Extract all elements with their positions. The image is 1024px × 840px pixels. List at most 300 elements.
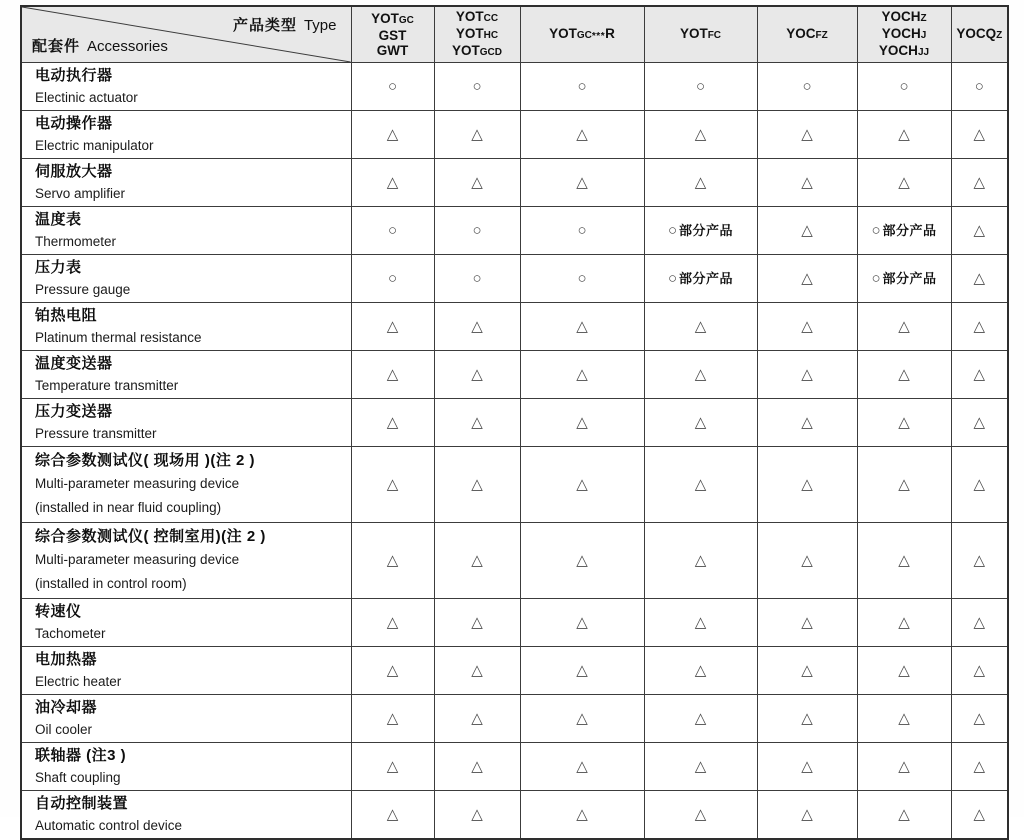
triangle-icon: △	[694, 661, 707, 679]
model-code-line	[436, 26, 519, 43]
accessory-row	[21, 159, 1008, 207]
triangle-icon: △	[386, 317, 399, 335]
table-header	[21, 6, 1008, 63]
compatibility-cell	[520, 399, 644, 447]
compatibility-cell	[644, 791, 757, 840]
triangle-mark	[695, 806, 707, 823]
triangle-mark	[973, 806, 985, 823]
circle-mark	[472, 222, 481, 239]
triangle-mark	[576, 126, 588, 143]
model-code-subscript: FZ	[815, 30, 828, 41]
circle-mark	[577, 78, 586, 95]
triangle-mark	[898, 662, 910, 679]
accessory-name-zh: 温度变送器	[35, 355, 113, 372]
triangle-icon: △	[576, 613, 588, 631]
triangle-icon: △	[694, 709, 707, 727]
circle-icon: ○	[974, 77, 984, 95]
accessory-name-zh: 温度表	[35, 211, 82, 228]
circle-icon: ○	[577, 77, 587, 95]
compatibility-cell	[520, 447, 644, 523]
triangle-icon: △	[801, 613, 813, 631]
compatibility-cell	[951, 399, 1008, 447]
compatibility-cell	[951, 111, 1008, 159]
triangle-mark	[801, 662, 813, 679]
model-code-text: YOCH	[878, 43, 918, 58]
compatibility-cell	[351, 447, 434, 523]
triangle-mark	[471, 126, 483, 143]
accessory-label-cell	[21, 791, 351, 840]
triangle-icon: △	[801, 365, 813, 383]
triangle-icon: △	[898, 475, 910, 493]
triangle-mark	[973, 126, 985, 143]
triangle-icon: △	[973, 173, 986, 191]
triangle-icon: △	[576, 475, 588, 493]
triangle-icon: △	[576, 661, 588, 679]
compatibility-cell	[434, 599, 520, 647]
compatibility-cell	[757, 447, 857, 523]
triangle-mark	[576, 552, 588, 569]
compatibility-cell	[351, 523, 434, 599]
compatibility-cell	[951, 647, 1008, 695]
compatibility-cell	[520, 63, 644, 111]
model-code-text: YOT	[455, 9, 484, 24]
triangle-icon: △	[386, 365, 399, 383]
triangle-icon: △	[898, 317, 910, 335]
triangle-icon: △	[801, 317, 813, 335]
model-code-subscript: HC	[483, 30, 499, 41]
compatibility-cell	[351, 791, 434, 840]
model-code-subscript: Z	[996, 30, 1003, 41]
accessory-name-zh: 电动操作器	[35, 115, 113, 132]
triangle-icon: △	[576, 317, 588, 335]
circle-icon: ○	[387, 221, 398, 239]
compatibility-cell	[857, 399, 951, 447]
compatibility-cell	[644, 159, 757, 207]
product-type-label-en: Type	[303, 17, 337, 34]
compatibility-cell	[757, 399, 857, 447]
triangle-mark	[387, 758, 399, 775]
triangle-mark	[801, 476, 813, 493]
accessory-name-zh: 电加热器	[35, 651, 98, 668]
compatibility-cell	[757, 743, 857, 791]
compatibility-cell	[351, 599, 434, 647]
triangle-mark	[973, 270, 985, 287]
circle-mark	[388, 270, 397, 287]
triangle-mark	[387, 366, 399, 383]
accessory-row	[21, 207, 1008, 255]
accessory-row	[21, 255, 1008, 303]
partial-products-label: 部分产品	[882, 222, 937, 238]
compatibility-cell	[951, 447, 1008, 523]
compatibility-cell	[351, 743, 434, 791]
compatibility-cell	[520, 351, 644, 399]
triangle-icon: △	[471, 173, 483, 191]
triangle-mark	[471, 174, 483, 191]
triangle-icon: △	[694, 125, 707, 143]
triangle-mark	[898, 414, 910, 431]
triangle-mark	[471, 806, 483, 823]
triangle-icon: △	[898, 757, 910, 775]
triangle-icon: △	[471, 413, 483, 431]
triangle-icon: △	[386, 709, 399, 727]
triangle-mark	[471, 414, 483, 431]
triangle-icon: △	[576, 551, 588, 569]
compatibility-cell	[644, 303, 757, 351]
compatibility-cell	[757, 255, 857, 303]
accessory-name-zh: 压力表	[35, 259, 82, 276]
product-column-header-yotcc-yothc-yotgcd	[434, 6, 520, 63]
triangle-mark	[576, 806, 588, 823]
compatibility-cell	[434, 743, 520, 791]
product-column-header-yotfc	[644, 6, 757, 63]
accessory-name-en: Tachometer	[35, 626, 106, 641]
corner-header-cell	[21, 6, 351, 63]
triangle-icon: △	[694, 757, 707, 775]
accessory-label-cell	[21, 447, 351, 523]
model-code-subscript: J	[920, 30, 927, 41]
triangle-icon: △	[576, 757, 588, 775]
compatibility-cell	[434, 523, 520, 599]
partial-products-label: 部分产品	[882, 270, 937, 286]
triangle-mark	[576, 476, 588, 493]
triangle-mark	[801, 366, 813, 383]
triangle-icon: △	[801, 551, 813, 569]
model-code-line	[522, 26, 643, 43]
model-code-line	[859, 43, 950, 60]
triangle-mark	[387, 662, 399, 679]
model-code-subscript: CC	[483, 13, 499, 24]
circle-mark	[472, 270, 481, 287]
compatibility-cell	[434, 351, 520, 399]
accessory-name-en: Thermometer	[35, 234, 117, 249]
compatibility-cell	[951, 63, 1008, 111]
model-code-text: GWT	[376, 43, 409, 58]
compatibility-cell	[951, 695, 1008, 743]
triangle-mark	[973, 222, 985, 239]
circle-mark	[577, 222, 586, 239]
accessory-name-en: Shaft coupling	[35, 770, 121, 785]
triangle-mark	[387, 126, 399, 143]
compatibility-cell	[520, 303, 644, 351]
accessory-label-cell	[21, 63, 351, 111]
triangle-mark	[471, 710, 483, 727]
compatibility-cell	[434, 111, 520, 159]
triangle-mark	[471, 366, 483, 383]
triangle-mark	[801, 710, 813, 727]
triangle-mark	[973, 318, 985, 335]
accessory-name-zh: 转速仪	[35, 603, 82, 620]
triangle-icon: △	[576, 125, 588, 143]
product-type-header	[233, 14, 337, 35]
accessories-compatibility-table	[20, 5, 1009, 840]
circle-icon: ○	[871, 269, 881, 287]
triangle-icon: △	[694, 413, 707, 431]
compatibility-cell	[351, 303, 434, 351]
compatibility-cell	[434, 63, 520, 111]
model-code-text: YOT	[679, 26, 708, 41]
compatibility-cell	[520, 791, 644, 840]
triangle-mark	[801, 552, 813, 569]
compatibility-cell	[520, 255, 644, 303]
triangle-mark	[973, 476, 985, 493]
accessory-row	[21, 599, 1008, 647]
accessory-row	[21, 303, 1008, 351]
triangle-icon: △	[973, 805, 986, 823]
accessory-label-cell	[21, 599, 351, 647]
compatibility-cell	[857, 111, 951, 159]
circle-icon: ○	[871, 221, 881, 239]
triangle-icon: △	[801, 475, 813, 493]
accessory-label-cell	[21, 159, 351, 207]
accessory-label-cell	[21, 303, 351, 351]
triangle-icon: △	[973, 317, 986, 335]
compatibility-cell	[857, 207, 951, 255]
model-code-text: YOT	[371, 11, 399, 26]
accessory-name-en: (installed in control room)	[35, 575, 187, 591]
triangle-icon: △	[576, 709, 588, 727]
product-column-header-yocfz	[757, 6, 857, 63]
compatibility-cell	[951, 351, 1008, 399]
compatibility-cell	[520, 207, 644, 255]
compatibility-cell	[351, 255, 434, 303]
triangle-icon: △	[694, 173, 707, 191]
model-code-text: YOC	[786, 26, 816, 41]
triangle-icon: △	[694, 475, 707, 493]
accessory-label-cell	[21, 695, 351, 743]
triangle-mark	[973, 174, 985, 191]
accessory-name-en: Pressure gauge	[35, 282, 131, 297]
compatibility-cell	[644, 447, 757, 523]
triangle-mark	[387, 174, 399, 191]
triangle-mark	[576, 414, 588, 431]
triangle-icon: △	[801, 661, 813, 679]
triangle-mark	[471, 552, 483, 569]
triangle-mark	[801, 806, 813, 823]
accessory-name-zh: 油冷却器	[35, 699, 98, 716]
compatibility-cell	[434, 647, 520, 695]
compatibility-cell	[757, 303, 857, 351]
compatibility-cell	[951, 743, 1008, 791]
compatibility-cell	[434, 791, 520, 840]
compatibility-cell	[857, 447, 951, 523]
circle-partial-mark	[871, 270, 936, 287]
accessory-name-zh: 综合参数测试仪( 现场用 )(注 2 )	[35, 451, 255, 469]
model-code-line	[436, 9, 519, 26]
triangle-icon: △	[973, 709, 986, 727]
compatibility-cell	[434, 399, 520, 447]
triangle-mark	[801, 222, 813, 239]
accessory-name-en: Temperature transmitter	[35, 378, 179, 393]
circle-mark	[472, 78, 481, 95]
model-code-line	[353, 11, 433, 28]
triangle-icon: △	[694, 805, 707, 823]
model-code-text: YOT	[452, 43, 480, 58]
triangle-icon: △	[973, 221, 986, 239]
triangle-icon: △	[471, 125, 483, 143]
triangle-icon: △	[576, 173, 588, 191]
triangle-icon: △	[386, 661, 399, 679]
triangle-icon: △	[471, 613, 483, 631]
triangle-mark	[387, 414, 399, 431]
model-code-text: YOT	[549, 26, 577, 41]
circle-partial-mark	[668, 222, 733, 239]
model-code-text: R	[605, 26, 615, 41]
circle-icon: ○	[387, 269, 398, 287]
compatibility-cell	[857, 647, 951, 695]
partial-products-label: 部分产品	[679, 270, 734, 286]
compatibility-cell	[644, 647, 757, 695]
triangle-mark	[695, 662, 707, 679]
triangle-icon: △	[576, 365, 588, 383]
compatibility-cell	[951, 303, 1008, 351]
compatibility-cell	[351, 63, 434, 111]
circle-mark	[899, 78, 908, 95]
circle-mark	[388, 222, 397, 239]
triangle-mark	[387, 710, 399, 727]
product-column-header-yochz-yochj-yochjj	[857, 6, 951, 63]
compatibility-cell	[857, 255, 951, 303]
triangle-mark	[973, 758, 985, 775]
circle-icon: ○	[667, 269, 678, 287]
model-code-line	[646, 26, 756, 43]
triangle-mark	[973, 662, 985, 679]
circle-mark	[696, 78, 705, 95]
accessory-label-cell	[21, 111, 351, 159]
triangle-mark	[695, 174, 707, 191]
triangle-mark	[387, 806, 399, 823]
triangle-icon: △	[973, 613, 986, 631]
accessory-label-cell	[21, 743, 351, 791]
product-column-header-yotgc-gst-gwt	[351, 6, 434, 63]
compatibility-cell	[644, 255, 757, 303]
triangle-mark	[576, 614, 588, 631]
triangle-icon: △	[973, 125, 986, 143]
accessory-name-en: Electric manipulator	[35, 138, 154, 153]
accessory-name-zh: 自动控制装置	[35, 795, 129, 812]
triangle-icon: △	[386, 173, 399, 191]
triangle-mark	[898, 476, 910, 493]
accessory-name-en: Electinic actuator	[35, 90, 138, 105]
triangle-icon: △	[471, 805, 483, 823]
compatibility-cell	[520, 599, 644, 647]
compatibility-cell	[434, 695, 520, 743]
compatibility-cell	[351, 159, 434, 207]
accessory-name-zh: 电动执行器	[35, 67, 113, 84]
triangle-mark	[898, 366, 910, 383]
accessory-row	[21, 647, 1008, 695]
triangle-mark	[801, 414, 813, 431]
accessory-row	[21, 63, 1008, 111]
triangle-mark	[973, 710, 985, 727]
compatibility-cell	[644, 599, 757, 647]
triangle-icon: △	[898, 551, 910, 569]
triangle-mark	[898, 126, 910, 143]
model-code-line	[953, 26, 1007, 43]
triangle-mark	[898, 806, 910, 823]
triangle-mark	[898, 552, 910, 569]
accessory-row	[21, 523, 1008, 599]
triangle-mark	[695, 758, 707, 775]
accessory-name-zh: 压力变送器	[35, 403, 113, 420]
triangle-mark	[695, 614, 707, 631]
triangle-mark	[898, 318, 910, 335]
circle-icon: ○	[667, 221, 678, 239]
compatibility-cell	[757, 695, 857, 743]
compatibility-cell	[644, 695, 757, 743]
triangle-icon: △	[471, 757, 483, 775]
triangle-mark	[471, 662, 483, 679]
compatibility-cell	[644, 523, 757, 599]
compatibility-cell	[757, 351, 857, 399]
compatibility-cell	[951, 791, 1008, 840]
triangle-icon: △	[694, 551, 707, 569]
accessory-row	[21, 111, 1008, 159]
model-code-subscript: GC	[398, 15, 414, 26]
model-code-subscript: Z	[920, 13, 927, 24]
accessory-name-zh: 联轴器 (注3 )	[35, 747, 127, 764]
triangle-mark	[898, 710, 910, 727]
model-code-subscript: GC	[576, 30, 592, 41]
accessory-row	[21, 399, 1008, 447]
triangle-icon: △	[973, 757, 986, 775]
accessory-name-en: Platinum thermal resistance	[35, 330, 202, 345]
accessory-label-cell	[21, 207, 351, 255]
triangle-icon: △	[386, 613, 399, 631]
model-code-subscript: FC	[707, 30, 722, 41]
accessory-name-en: (installed in near fluid coupling)	[35, 499, 222, 515]
triangle-mark	[695, 366, 707, 383]
compatibility-cell	[644, 399, 757, 447]
triangle-icon: △	[801, 709, 813, 727]
compatibility-cell	[644, 743, 757, 791]
compatibility-cell	[757, 207, 857, 255]
triangle-mark	[576, 758, 588, 775]
compatibility-cell	[757, 647, 857, 695]
accessory-label-cell	[21, 647, 351, 695]
triangle-mark	[973, 414, 985, 431]
triangle-icon: △	[973, 661, 986, 679]
circle-icon: ○	[472, 77, 482, 95]
triangle-mark	[695, 552, 707, 569]
triangle-mark	[387, 476, 399, 493]
triangle-icon: △	[694, 365, 707, 383]
triangle-mark	[576, 366, 588, 383]
model-code-text: YOCQ	[956, 26, 997, 41]
compatibility-cell	[351, 695, 434, 743]
triangle-icon: △	[471, 475, 483, 493]
compatibility-cell	[757, 791, 857, 840]
triangle-icon: △	[801, 757, 813, 775]
accessory-name-en: Automatic control device	[35, 818, 183, 833]
triangle-icon: △	[576, 805, 588, 823]
compatibility-cell	[520, 523, 644, 599]
circle-mark	[975, 78, 984, 95]
triangle-mark	[973, 552, 985, 569]
compatibility-cell	[351, 111, 434, 159]
accessory-row	[21, 743, 1008, 791]
compatibility-cell	[951, 523, 1008, 599]
compatibility-cell	[857, 599, 951, 647]
model-code-line	[353, 43, 433, 58]
compatibility-cell	[951, 159, 1008, 207]
triangle-mark	[576, 174, 588, 191]
circle-partial-mark	[668, 270, 733, 287]
compatibility-cell	[757, 111, 857, 159]
compatibility-cell	[644, 207, 757, 255]
triangle-icon: △	[898, 173, 910, 191]
model-code-text: YOCH	[881, 9, 921, 24]
triangle-icon: △	[694, 317, 707, 335]
